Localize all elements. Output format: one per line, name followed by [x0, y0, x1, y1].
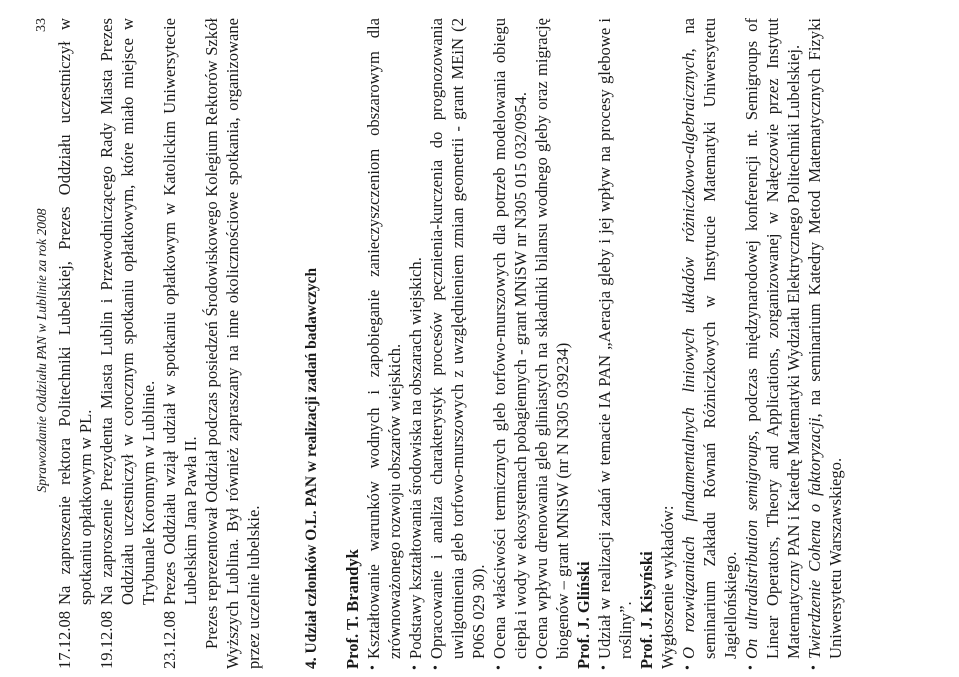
person-name: Prof. T. Brandyk [343, 549, 362, 669]
list-item: • Ocena właściwości termicznych gleb torfowo-murszowych dla potrzeb modelowania obiegu ciepła i wody w ekosystemach pobagiennych - grant MNiSW nr N305 015 032/0954. [489, 18, 531, 669]
page-number: 33 [34, 18, 49, 32]
entry-date: 23.12.08 [160, 610, 179, 669]
dated-entry [159, 18, 201, 669]
lectures-intro: Wygłoszenie wykładów: [658, 505, 677, 669]
lecture-list [678, 18, 846, 669]
list-item [741, 18, 804, 669]
representation-paragraph: Prezes reprezentował Oddział podczas posiedzeń Środowiskowego Kolegium Rektorów Szkół Wyższych Lublina. Był również zapraszany na inne okolicznościowe spotkania, organizowane przez uczelnie lubelskie. [202, 18, 263, 669]
entry-text: Na zaproszenie rektora Politechniki Lubelskiej, Prezes Oddziału uczestniczył w spotkaniu opłatkowym w PL. [55, 18, 95, 605]
entry-date: 17.12.08 [55, 610, 74, 669]
research-list [363, 18, 573, 669]
running-title: Sprawozdanie Oddziału PAN w Lublinie za rok 2008 [34, 208, 49, 493]
list-item: • Udział w realizacji zadań w temacie IA PAN „Aeracja gleby i jej wpływ na procesy glebowe i rośliny”. [594, 18, 636, 669]
list-item: • Podstawy kształtowania środowiska na obszarach wiejskich. [405, 18, 426, 669]
lecture-details: , na seminarium Zakładu Równań Różniczkowych w Instytucie Matematyki Uniwersytetu Jagiellońskiego. [679, 18, 740, 659]
list-item: • Ocena wpływu drenowania gleb gliniastych na składniki bilansu wodnego gleby oraz migrację biogenów – grant MNiSW (nr N N305 039234) [531, 18, 573, 669]
person-name: Prof. J. Gliński [574, 561, 593, 669]
dated-entry [96, 18, 159, 669]
lecture-title: Twierdzenie Cohena o faktoryzacji [805, 417, 824, 659]
lecture-details: , podczas międzynarodowej konferencji nt. Semigroups of Linear Operators, Theory and Applications, zorganizowanej w Nałęczowie przez Instytut Matematyczny PAN i Katedrę Matematyki Wydziału Elektrycznego Politechniki Lubelskiej. [742, 18, 803, 659]
entry-text: Na zaproszenie Prezydenta Miasta Lublin i Przewodniczącego Rady Miasta Prezes Oddziału uczestniczył w corocznym spotkaniu opłatkowym, które miało miejsce w Trybunale Koronnym w Lublinie. [97, 18, 158, 605]
lecture-details: , na seminarium Katedry Metod Matematycznych Fizyki Uniwersytetu Warszawskiego. [805, 18, 845, 659]
entry-date: 19.12.08 [97, 610, 116, 669]
dated-entry [54, 18, 96, 669]
person-name: Prof. J. Kisyński [637, 551, 656, 669]
section-heading: 4. Udział członków O.L. PAN w realizacji zadań badawczych [303, 267, 320, 669]
research-list [594, 18, 636, 669]
entry-text: Prezes Oddziału wziął udział w spotkaniu opłatkowym w Katolickim Uniwersytecie Lubelskim Jana Pawła II. [160, 18, 200, 605]
lecture-title: O rozwiązaniach fundamentalnych liniowych układów różniczkowo-algebraicznych [679, 52, 698, 659]
list-item [678, 18, 741, 669]
list-item [804, 18, 846, 669]
list-item: • Kształtowanie warunków wodnych i zapobieganie zanieczyszczeniom obszarowym dla zrównoważonego rozwoju obszarów wiejskich. [363, 18, 405, 669]
lecture-title: On ultradistribution semigroups [742, 434, 761, 659]
page-header [22, 18, 52, 669]
list-item: • Opracowanie i analiza charakterystyk procesów pęcznienia-kurczenia do prognozowania uwilgotnienia gleb torfowo-murszowych z uwzględnieniem zmian geometrii - grant MEiN (2 P06S 029 30). [426, 18, 489, 669]
